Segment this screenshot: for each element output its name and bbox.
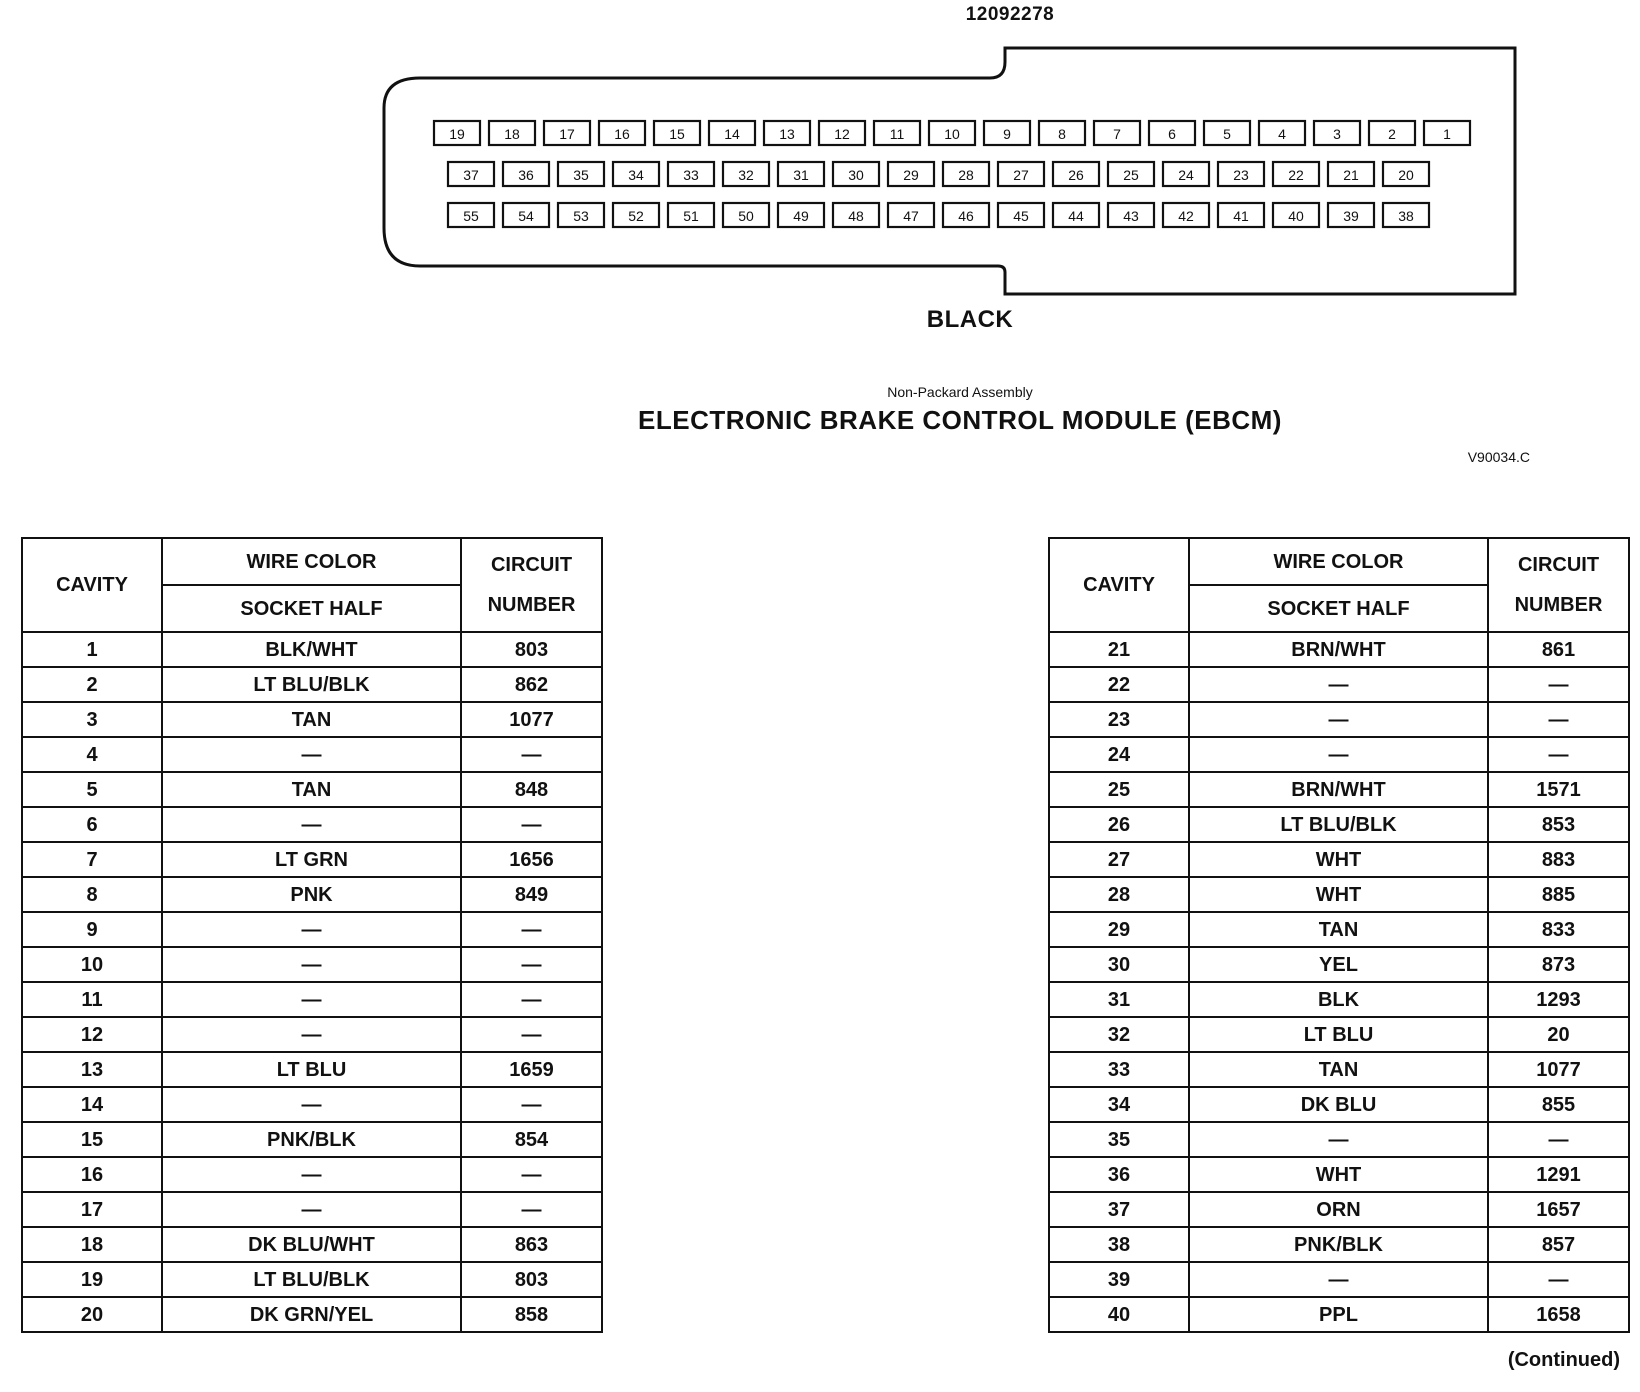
connector-pin-label: 37: [463, 167, 479, 183]
circuit-number-cell: 1659: [461, 1052, 602, 1087]
connector-pin-label: 2: [1388, 126, 1396, 142]
table-row: [22, 1157, 602, 1192]
wire-color-cell: —: [1189, 702, 1488, 737]
circuit-number-cell: 862: [461, 667, 602, 702]
connector-pin-label: 32: [738, 167, 754, 183]
circuit-number-cell: 848: [461, 772, 602, 807]
wire-color-cell: —: [162, 807, 461, 842]
wire-color-cell: TAN: [1189, 912, 1488, 947]
connector-pin: [1314, 121, 1360, 145]
connector-pin-label: 27: [1013, 167, 1029, 183]
cavity-cell: 28: [1049, 877, 1189, 912]
connector-pin: [1108, 162, 1154, 186]
connector-pin: [723, 203, 769, 227]
connector-pin: [984, 121, 1030, 145]
table-row: [22, 1087, 602, 1122]
connector-pin-label: 16: [614, 126, 630, 142]
connector-pin-label: 43: [1123, 208, 1139, 224]
circuit-number-cell: 833: [1488, 912, 1629, 947]
table-row: [1049, 632, 1629, 667]
connector-pin: [1163, 162, 1209, 186]
table-row: [22, 842, 602, 877]
table-row: [22, 772, 602, 807]
connector-pin-label: 31: [793, 167, 809, 183]
connector-pin-label: 19: [449, 126, 465, 142]
circuit-number-cell: —: [1488, 1122, 1629, 1157]
connector-pin-label: 34: [628, 167, 644, 183]
pinout-rows-left: [22, 632, 602, 1332]
connector-diagram: [0, 0, 1640, 340]
table-row: [1049, 842, 1629, 877]
connector-pin-label: 28: [958, 167, 974, 183]
table-row: [1049, 1157, 1629, 1192]
connector-pin: [1328, 203, 1374, 227]
cavity-cell: 27: [1049, 842, 1189, 877]
circuit-number-cell: 873: [1488, 947, 1629, 982]
table-row: [1049, 947, 1629, 982]
wire-color-cell: —: [1189, 667, 1488, 702]
cavity-cell: 26: [1049, 807, 1189, 842]
connector-pin: [654, 121, 700, 145]
cavity-cell: 1: [22, 632, 162, 667]
cavity-cell: 29: [1049, 912, 1189, 947]
wire-color-cell: —: [162, 947, 461, 982]
wire-color-cell: —: [162, 1192, 461, 1227]
connector-part-number: 12092278: [965, 4, 1055, 25]
connector-pin-label: 53: [573, 208, 589, 224]
circuit-number-cell: —: [461, 947, 602, 982]
connector-pin: [489, 121, 535, 145]
connector-pin-label: 35: [573, 167, 589, 183]
connector-pin-label: 21: [1343, 167, 1359, 183]
connector-pin-label: 52: [628, 208, 644, 224]
connector-pin: [1273, 162, 1319, 186]
connector-pin: [544, 121, 590, 145]
connector-pin: [888, 162, 934, 186]
wire-color-cell: WHT: [1189, 842, 1488, 877]
connector-pin: [1039, 121, 1085, 145]
table-row: [1049, 1122, 1629, 1157]
connector-pin: [503, 203, 549, 227]
connector-pin-label: 39: [1343, 208, 1359, 224]
cavity-cell: 15: [22, 1122, 162, 1157]
circuit-number-cell: 1077: [461, 702, 602, 737]
wire-color-cell: PNK/BLK: [162, 1122, 461, 1157]
cavity-cell: 21: [1049, 632, 1189, 667]
header-circuit-number: [461, 538, 602, 632]
wire-color-cell: BRN/WHT: [1189, 772, 1488, 807]
connector-pin: [558, 162, 604, 186]
header-cavity: CAVITY: [22, 538, 162, 632]
table-row: [22, 737, 602, 772]
cavity-cell: 18: [22, 1227, 162, 1262]
circuit-number-cell: —: [461, 1087, 602, 1122]
wire-color-cell: TAN: [162, 772, 461, 807]
cavity-cell: 11: [22, 982, 162, 1017]
connector-pin: [448, 162, 494, 186]
table-row: [1049, 772, 1629, 807]
circuit-number-cell: —: [461, 1192, 602, 1227]
connector-pin-label: 42: [1178, 208, 1194, 224]
header-wire-color: WIRE COLOR: [1189, 538, 1488, 585]
cavity-cell: 22: [1049, 667, 1189, 702]
circuit-number-cell: 854: [461, 1122, 602, 1157]
connector-pin-label: 51: [683, 208, 699, 224]
connector-pin: [874, 121, 920, 145]
circuit-number-cell: 883: [1488, 842, 1629, 877]
circuit-number-cell: —: [461, 737, 602, 772]
connector-pin-label: 1: [1443, 126, 1451, 142]
table-row: [1049, 702, 1629, 737]
connector-pin-label: 18: [504, 126, 520, 142]
cavity-cell: 36: [1049, 1157, 1189, 1192]
wire-color-cell: —: [162, 1017, 461, 1052]
header-circuit-number: [1488, 538, 1629, 632]
table-row: [22, 1297, 602, 1332]
cavity-cell: 39: [1049, 1262, 1189, 1297]
table-row: [22, 1052, 602, 1087]
table-row: [1049, 1297, 1629, 1332]
header-number: NUMBER: [1514, 594, 1603, 616]
table-row: [22, 1017, 602, 1052]
wire-color-cell: —: [162, 1157, 461, 1192]
cavity-cell: 16: [22, 1157, 162, 1192]
table-row: [1049, 877, 1629, 912]
connector-pin-label: 23: [1233, 167, 1249, 183]
circuit-number-cell: 855: [1488, 1087, 1629, 1122]
wire-color-cell: —: [1189, 737, 1488, 772]
module-title: ELECTRONIC BRAKE CONTROL MODULE (EBCM): [638, 405, 1282, 435]
table-row: [1049, 737, 1629, 772]
connector-pin: [558, 203, 604, 227]
connector-pin-label: 49: [793, 208, 809, 224]
connector-pin-label: 6: [1168, 126, 1176, 142]
wire-color-cell: LT BLU: [1189, 1017, 1488, 1052]
connector-pin: [613, 162, 659, 186]
connector-pin: [1424, 121, 1470, 145]
table-row: [1049, 1052, 1629, 1087]
wire-color-cell: YEL: [1189, 947, 1488, 982]
circuit-number-cell: 885: [1488, 877, 1629, 912]
table-row: [22, 807, 602, 842]
connector-pin-label: 40: [1288, 208, 1304, 224]
connector-pin-label: 11: [889, 126, 905, 142]
continued-note: (Continued): [1507, 1349, 1620, 1371]
connector-pin: [668, 203, 714, 227]
header-socket-half: SOCKET HALF: [1189, 585, 1488, 632]
connector-pin: [1273, 203, 1319, 227]
table-row: [22, 702, 602, 737]
connector-pin-grid: [434, 121, 1470, 227]
connector-pin-label: 48: [848, 208, 864, 224]
cavity-cell: 7: [22, 842, 162, 877]
connector-pin: [1328, 162, 1374, 186]
table-row: [22, 912, 602, 947]
table-row: [1049, 1017, 1629, 1052]
connector-pin: [1218, 203, 1264, 227]
connector-pin: [943, 203, 989, 227]
cavity-cell: 9: [22, 912, 162, 947]
connector-pin-label: 8: [1058, 126, 1066, 142]
cavity-cell: 6: [22, 807, 162, 842]
cavity-cell: 30: [1049, 947, 1189, 982]
circuit-number-cell: 853: [1488, 807, 1629, 842]
table-row: [22, 1262, 602, 1297]
circuit-number-cell: —: [1488, 702, 1629, 737]
circuit-number-cell: —: [461, 807, 602, 842]
header-cavity: CAVITY: [1049, 538, 1189, 632]
table-row: [1049, 1227, 1629, 1262]
connector-pin-label: 4: [1278, 126, 1286, 142]
circuit-number-cell: 1077: [1488, 1052, 1629, 1087]
cavity-cell: 33: [1049, 1052, 1189, 1087]
table-row: [22, 1122, 602, 1157]
connector-pin-label: 15: [669, 126, 685, 142]
connector-pin-label: 13: [779, 126, 795, 142]
connector-pin-label: 12: [834, 126, 850, 142]
connector-pin-label: 29: [903, 167, 919, 183]
table-row: [22, 1192, 602, 1227]
connector-pin-label: 50: [738, 208, 754, 224]
circuit-number-cell: —: [461, 1157, 602, 1192]
connector-pin-label: 41: [1233, 208, 1249, 224]
cavity-cell: 13: [22, 1052, 162, 1087]
header-number: NUMBER: [487, 594, 576, 616]
table-row: [1049, 667, 1629, 702]
cavity-cell: 24: [1049, 737, 1189, 772]
wire-color-cell: LT BLU: [162, 1052, 461, 1087]
table-row: [22, 632, 602, 667]
cavity-cell: 4: [22, 737, 162, 772]
header-socket-half: SOCKET HALF: [162, 585, 461, 632]
circuit-number-cell: 1291: [1488, 1157, 1629, 1192]
circuit-number-cell: —: [1488, 1262, 1629, 1297]
table-row: [22, 667, 602, 702]
table-row: [1049, 1262, 1629, 1297]
connector-pin-label: 33: [683, 167, 699, 183]
cavity-cell: 31: [1049, 982, 1189, 1017]
connector-pin: [943, 162, 989, 186]
cavity-cell: 8: [22, 877, 162, 912]
wire-color-cell: DK BLU/WHT: [162, 1227, 461, 1262]
connector-pin-label: 3: [1333, 126, 1341, 142]
table-row: [1049, 912, 1629, 947]
cavity-cell: 34: [1049, 1087, 1189, 1122]
wire-color-cell: LT BLU/BLK: [1189, 807, 1488, 842]
cavity-cell: 17: [22, 1192, 162, 1227]
cavity-cell: 37: [1049, 1192, 1189, 1227]
wire-color-cell: PPL: [1189, 1297, 1488, 1332]
wire-color-cell: WHT: [1189, 877, 1488, 912]
connector-pin-label: 9: [1003, 126, 1011, 142]
connector-pin: [1204, 121, 1250, 145]
circuit-number-cell: 1293: [1488, 982, 1629, 1017]
connector-pin-label: 7: [1113, 126, 1121, 142]
wire-color-cell: LT BLU/BLK: [162, 1262, 461, 1297]
wire-color-cell: —: [162, 912, 461, 947]
wire-color-cell: DK BLU: [1189, 1087, 1488, 1122]
wire-color-cell: DK GRN/YEL: [162, 1297, 461, 1332]
connector-pin-label: 47: [903, 208, 919, 224]
header-wire-color: WIRE COLOR: [162, 538, 461, 585]
cavity-cell: 5: [22, 772, 162, 807]
connector-pin: [998, 162, 1044, 186]
connector-pin: [833, 203, 879, 227]
connector-pin: [1053, 203, 1099, 227]
connector-pin: [613, 203, 659, 227]
wire-color-cell: —: [162, 1087, 461, 1122]
connector-pin: [668, 162, 714, 186]
connector-pin: [1163, 203, 1209, 227]
connector-pin-label: 45: [1013, 208, 1029, 224]
connector-pin-label: 5: [1223, 126, 1231, 142]
cavity-cell: 35: [1049, 1122, 1189, 1157]
wire-color-cell: ORN: [1189, 1192, 1488, 1227]
connector-pin-label: 55: [463, 208, 479, 224]
connector-color-label: BLACK: [926, 306, 1014, 333]
wire-color-cell: TAN: [162, 702, 461, 737]
wire-color-cell: BLK/WHT: [162, 632, 461, 667]
table-row: [1049, 1087, 1629, 1122]
circuit-number-cell: 20: [1488, 1017, 1629, 1052]
connector-pin: [503, 162, 549, 186]
connector-pin: [778, 203, 824, 227]
circuit-number-cell: 1658: [1488, 1297, 1629, 1332]
connector-pin: [1383, 162, 1429, 186]
connector-pin: [448, 203, 494, 227]
connector-pin: [434, 121, 480, 145]
wire-color-cell: —: [1189, 1262, 1488, 1297]
circuit-number-cell: —: [1488, 667, 1629, 702]
wire-color-cell: —: [162, 737, 461, 772]
cavity-cell: 3: [22, 702, 162, 737]
circuit-number-cell: 857: [1488, 1227, 1629, 1262]
connector-pin: [998, 203, 1044, 227]
table-row: [1049, 982, 1629, 1017]
connector-pin: [888, 203, 934, 227]
assembly-subtitle: Non-Packard Assembly: [887, 384, 1033, 400]
cavity-cell: 10: [22, 947, 162, 982]
circuit-number-cell: —: [461, 982, 602, 1017]
connector-pin: [1383, 203, 1429, 227]
pinout-rows-right: [1049, 632, 1629, 1332]
wire-color-cell: —: [1189, 1122, 1488, 1157]
wire-color-cell: PNK: [162, 877, 461, 912]
connector-pin: [929, 121, 975, 145]
connector-pin: [723, 162, 769, 186]
connector-pin-label: 14: [724, 126, 740, 142]
connector-pin: [819, 121, 865, 145]
connector-pin: [709, 121, 755, 145]
cavity-cell: 2: [22, 667, 162, 702]
connector-pin: [1053, 162, 1099, 186]
connector-pin-label: 38: [1398, 208, 1414, 224]
wire-color-cell: WHT: [1189, 1157, 1488, 1192]
wire-color-cell: LT GRN: [162, 842, 461, 877]
cavity-cell: 12: [22, 1017, 162, 1052]
circuit-number-cell: 803: [461, 1262, 602, 1297]
connector-pin: [833, 162, 879, 186]
wire-color-cell: BRN/WHT: [1189, 632, 1488, 667]
connector-pin-label: 20: [1398, 167, 1414, 183]
circuit-number-cell: 861: [1488, 632, 1629, 667]
connector-pin: [1369, 121, 1415, 145]
connector-pin-label: 54: [518, 208, 534, 224]
connector-pin-label: 25: [1123, 167, 1139, 183]
cavity-cell: 14: [22, 1087, 162, 1122]
circuit-number-cell: 849: [461, 877, 602, 912]
connector-pin-label: 44: [1068, 208, 1084, 224]
cavity-cell: 32: [1049, 1017, 1189, 1052]
circuit-number-cell: 803: [461, 632, 602, 667]
circuit-number-cell: 1571: [1488, 772, 1629, 807]
wire-color-cell: TAN: [1189, 1052, 1488, 1087]
wire-color-cell: PNK/BLK: [1189, 1227, 1488, 1262]
connector-pin-label: 30: [848, 167, 864, 183]
cavity-cell: 40: [1049, 1297, 1189, 1332]
circuit-number-cell: —: [461, 1017, 602, 1052]
drawing-code: V90034.C: [1467, 449, 1530, 465]
connector-pin: [599, 121, 645, 145]
table-row: [1049, 807, 1629, 842]
table-row: [22, 877, 602, 912]
table-row: [1049, 1192, 1629, 1227]
circuit-number-cell: 1656: [461, 842, 602, 877]
connector-pin-label: 17: [559, 126, 575, 142]
circuit-number-cell: —: [1488, 737, 1629, 772]
circuit-number-cell: 863: [461, 1227, 602, 1262]
connector-pin: [764, 121, 810, 145]
wire-color-cell: —: [162, 982, 461, 1017]
connector-pin-label: 26: [1068, 167, 1084, 183]
circuit-number-cell: 858: [461, 1297, 602, 1332]
table-row: [22, 1227, 602, 1262]
circuit-number-cell: 1657: [1488, 1192, 1629, 1227]
cavity-cell: 25: [1049, 772, 1189, 807]
cavity-cell: 23: [1049, 702, 1189, 737]
wire-color-cell: LT BLU/BLK: [162, 667, 461, 702]
header-circuit: CIRCUIT: [490, 554, 573, 576]
connector-pin-label: 24: [1178, 167, 1194, 183]
connector-pin: [1218, 162, 1264, 186]
pinout-table-right: [1048, 537, 1630, 1333]
cavity-cell: 38: [1049, 1227, 1189, 1262]
connector-pin-label: 22: [1288, 167, 1304, 183]
table-row: [22, 982, 602, 1017]
connector-pin-label: 36: [518, 167, 534, 183]
header-circuit: CIRCUIT: [1517, 554, 1600, 576]
connector-pin: [1094, 121, 1140, 145]
connector-pin-label: 46: [958, 208, 974, 224]
connector-pin: [1259, 121, 1305, 145]
connector-pin: [778, 162, 824, 186]
pinout-table-left: [21, 537, 603, 1333]
connector-pin: [1149, 121, 1195, 145]
connector-pin-label: 10: [944, 126, 960, 142]
cavity-cell: 20: [22, 1297, 162, 1332]
wire-color-cell: BLK: [1189, 982, 1488, 1017]
cavity-cell: 19: [22, 1262, 162, 1297]
circuit-number-cell: —: [461, 912, 602, 947]
connector-pin: [1108, 203, 1154, 227]
table-row: [22, 947, 602, 982]
